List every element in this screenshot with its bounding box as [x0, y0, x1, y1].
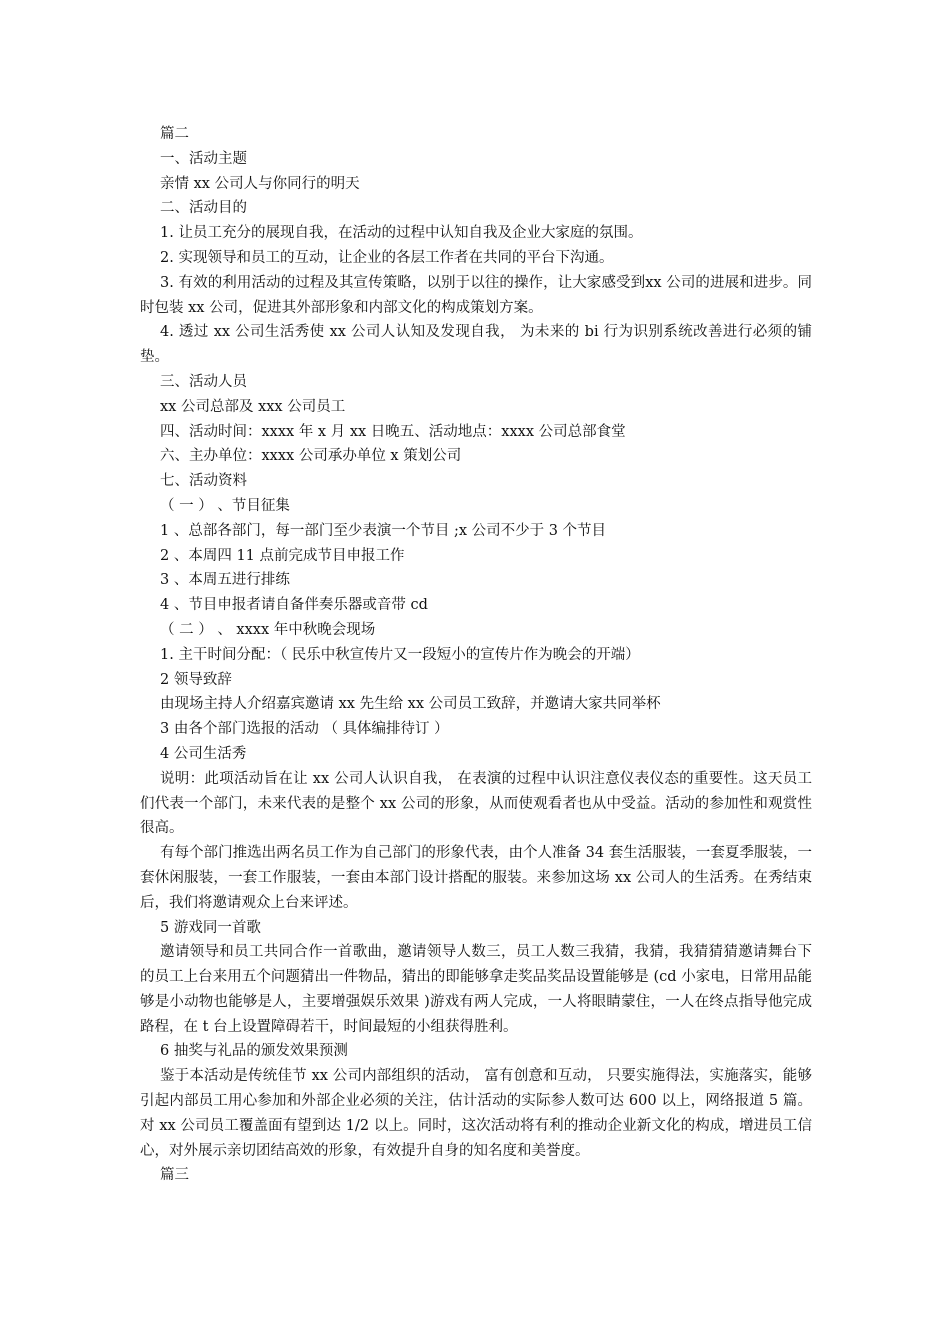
text-line: 1. 主干时间分配：（ 民乐中秋宣传片又一段短小的宣传片作为晚会的开端）	[160, 646, 640, 663]
text-line: 4 、节目申报者请自备伴奏乐器或音带 cd	[160, 597, 428, 614]
text-line: 3 、本周五进行排练	[160, 572, 290, 589]
text-line: （ 一 ） 、节目征集	[160, 497, 290, 514]
text-line: 2 、本周四 11 点前完成节目申报工作	[160, 547, 405, 564]
text-line: 一、活动主题	[160, 150, 247, 167]
text-line: 由现场主持人介绍嘉宾邀请 xx 先生给 xx 公司员工致辞，并邀请大家共同举杯	[160, 696, 661, 713]
text-line: 四、活动时间：xxxx 年 x 月 xx 日晚五、活动地点：xxxx 公司总部食堂	[160, 423, 626, 440]
text-line: 2 领导致辞	[160, 671, 232, 688]
paragraph: 3. 有效的利用活动的过程及其宣传策略，以别于以往的操作，让大家感受到xx 公司的进展和进步。同时包装 xx 公司，促进其外部形象和内部文化的构成策划方案。	[140, 274, 812, 316]
text-line: 三、活动人员	[160, 373, 247, 390]
text-line: 亲情 xx 公司人与你同行的明天	[160, 175, 360, 192]
text-line: 3 由各个部门选报的活动 （ 具体编排待订 ）	[160, 721, 449, 738]
text-line: 六、主办单位：xxxx 公司承办单位 x 策划公司	[160, 448, 462, 465]
paragraph: 鉴于本活动是传统佳节 xx 公司内部组织的活动， 富有创意和互动， 只要实施得法，实施落实，能够引起内部员工用心参加和外部企业必须的关注，估计活动的实际参人数可达 600 以上，网络报道 5 篇。对 xx 公司员工覆盖面有望到达 1/2 以上。同时，这次活动将有利的推动企业新文化的构成，增进员工信心，对外展示亲切团结高效的形象，有效提升自身的知名度和美誉度。	[140, 1068, 812, 1159]
text-line: 2. 实现领导和员工的互动，让企业的各层工作者在共同的平台下沟通。	[160, 249, 614, 266]
text-line: 6 抽奖与礼品的颁发效果预测	[160, 1043, 348, 1060]
text-line: xx 公司总部及 xxx 公司员工	[160, 398, 346, 415]
text-line: 篇二	[160, 126, 189, 142]
paragraph: 4. 透过 xx 公司生活秀使 xx 公司人认知及发现自我， 为未来的 bi 行为识别系统改善进行必须的铺垫。	[140, 324, 812, 366]
text-line: 1. 让员工充分的展现自我，在活动的过程中认知自我及企业大家庭的氛围。	[160, 225, 643, 242]
paragraph: 说明：此项活动旨在让 xx 公司人认识自我， 在表演的过程中认识注意仪表仪态的重要性。这天员工们代表一个部门，未来代表的是整个 xx 公司的形象，从而使观看者也从中受益。活动的参加性和观赏性很高。	[140, 770, 812, 837]
paragraph: 邀请领导和员工共同合作一首歌曲，邀请领导人数三，员工人数三我猜，我猜，我猜猜猜邀请舞台下的员工上台来用五个问题猜出一件物品，猜出的即能够拿走奖品奖品设置能够是 (cd 小家电，日常用品能够是小动物也能够是人，主要增强娱乐效果 )游戏有两人完成，一人将眼睛蒙住，一人在终点指导他完成路程，在 t 台上设置障碍若干，时间最短的小组获得胜利。	[140, 944, 812, 1035]
text-line: 二、活动目的	[160, 200, 247, 217]
document-body	[140, 122, 812, 1188]
text-line: （ 二 ） 、 xxxx 年中秋晚会现场	[160, 621, 376, 638]
text-line: 1 、总部各部门，每一部门至少表演一个节目 ;x 公司不少于 3 个节目	[160, 522, 607, 539]
text-line: 4 公司生活秀	[160, 745, 247, 762]
text-line: 篇三	[160, 1167, 189, 1184]
paragraph: 有每个部门推选出两名员工作为自己部门的形象代表，由个人准备 34 套生活服装，一套夏季服装，一套休闲服装，一套工作服装，一套由本部门设计搭配的服装。来参加这场 xx 公司人的生活秀。在秀结束后，我们将邀请观众上台来评述。	[140, 845, 812, 911]
text-line: 七、活动资料	[160, 473, 247, 490]
text-line: 5 游戏同一首歌	[160, 919, 261, 936]
